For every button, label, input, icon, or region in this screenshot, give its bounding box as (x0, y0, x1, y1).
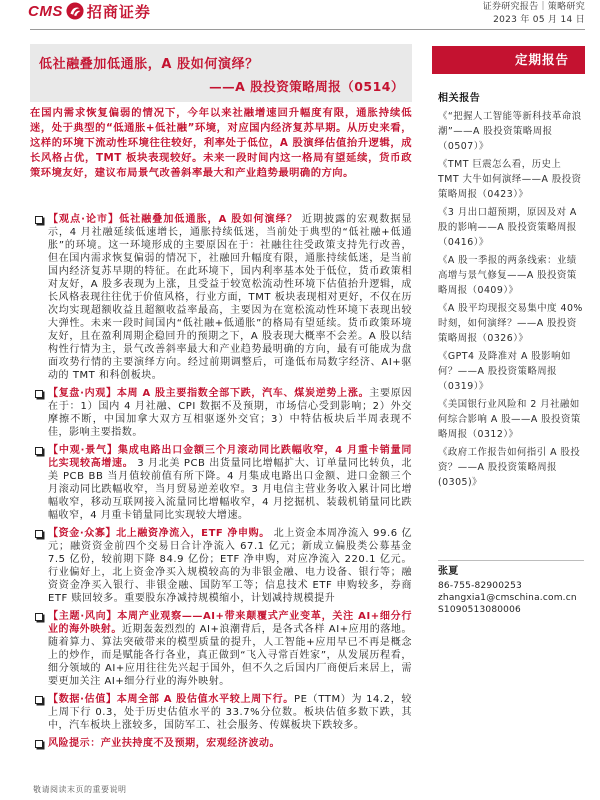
report-date: 2023 年 05 月 14 日 (493, 15, 585, 25)
square-bullet-icon (35, 740, 43, 748)
square-bullet-icon (35, 447, 43, 455)
risk-label: 风险提示： (48, 738, 101, 749)
section-body: 主要原因在于：1）国内 4 月社融、CPI 数据不及预期，市场信心受到影响；2）外交摩擦不断，中国加拿大双方互相驱逐外交官；3）中特估板块后半周表现不佳，影响主要指数。 (48, 388, 412, 438)
title-banner (30, 44, 412, 102)
related-reports (438, 89, 584, 493)
square-bullet-icon (35, 530, 43, 538)
section-review (30, 387, 412, 439)
analyst-name: 张夏 (438, 566, 459, 577)
section-heading: 【资金·众寡】北上融资净流入，ETF 净申购。 (48, 528, 270, 539)
summary-paragraph: 在国内需求恢复偏弱的情况下，今年以来社融增速回升幅度有限，通胀持续低迷，处于典型的“低通胀+低社融”环境，对应国内经济复苏早期。从历史来看，这样的环境下流动性环境往往较好，利率处于低位，A 股演绎估值抬升逻辑，成长风格占优，TMT 板块表现较好。未来一段时间内这一格局有望延续，货币政策环境友好，建议布局景气改善斜率最大和产业趋势最明确的方向。 (30, 107, 412, 179)
risk-warning (30, 737, 412, 750)
section-body: PE（TTM）为 14.2，较上周下行 0.3，处于历史估值水平的 33.7%分位数。板块估值多数下跌，其中，汽车板块上涨较多，国防军工、社会服务、传媒板块下跌较多。 (48, 694, 412, 731)
cms-emblem-icon (66, 2, 84, 20)
logo-latin-text: CMS (28, 2, 63, 20)
related-report-item: 《A 股平均现报交易集中度 40%时刻，如何演绎？——A 股投资策略周报（0326）》 (438, 303, 583, 344)
analyst-license: S1090513080006 (438, 605, 521, 615)
square-bullet-icon (35, 696, 43, 704)
section-body: 北上资金本周净流入 99.6 亿元；融资资金前四个交易日合计净流入 67.1 亿元；新成立偏股类公募基金 7.5 亿份，较前期下降 84.9 亿份；ETF 净申购，对应净流入 220.1 亿元。行业偏好上，北上资金净买入规模较高的为非银金融、电力设备、银行等；融资资金净买入银行、非银金融、国防军工等；信息技术 ETF 申购较多，券商 ETF 赎回较多。重要股东净减持规模缩小，计划减持规模提升 (48, 528, 412, 604)
section-viewpoint (30, 213, 412, 382)
section-heading: 【主题·风向】本周产业观察——AI+带来颠覆式产业变革，关注 AI+细分行业的海外映射。 (48, 611, 412, 635)
analyst-email: zhangxia1@cmschina.com.cn (438, 593, 577, 603)
section-valuation (30, 693, 412, 732)
section-heading: 【中观·景气】集成电路出口金额三个月滚动同比跌幅收窄，4 月重卡销量同比实现较高增速。 (48, 445, 412, 469)
header-divider (30, 29, 585, 30)
report-title: 低社融叠加低通胀，A 股如何演绎？ (39, 57, 259, 72)
related-reports-title: 相关报告 (438, 93, 481, 104)
analyst-phone: 86-755-82900253 (438, 581, 522, 591)
section-heading: 【复盘·内观】本周 A 股主要指数全部下跌，汽车、煤炭逆势上涨。 (48, 388, 370, 399)
footer-disclaimer: 敬请阅读末页的重要说明 (33, 785, 127, 794)
cms-logo (28, 0, 151, 22)
related-report-item: 《TMT 巨震怎么看，历史上 TMT 大牛如何演绎——A 股投资策略周报（0423）》 (438, 159, 582, 200)
section-body: 3 月北美 PCB 出货量同比增幅扩大、订单量同比转负，北美 PCB BB 当月值较前值有所下降。4 月集成电路出口金额、进口金额三个月滚动同比跌幅收窄，当月贸易逆差收窄。3 月电信主营业务收入累计同比增幅收窄，移动互联网接入流量同比增幅收窄，4 月挖掘机、装载机销量同比跌幅收窄，4 月重卡销量同比实现较大增速。 (48, 458, 412, 521)
section-funds (30, 527, 412, 605)
report-type-badge: 定期报告 (432, 46, 585, 74)
related-report-item: 《政府工作报告如何指引 A 股投资？——A 股投资策略周报(0305)》 (438, 447, 581, 488)
related-report-item: 《美国银行业风险和 2 月社融如何综合影响 A 股——A 股投资策略周报（0312）》 (438, 399, 581, 440)
key-points (30, 213, 412, 755)
report-meta (483, 1, 585, 27)
section-theme (30, 610, 412, 688)
related-report-item: 《GPT4 及降准对 A 股影响如何？——A 股投资策略周报（0319）》 (438, 351, 571, 392)
section-heading: 【数据·估值】本周全部 A 股估值水平较上周下行。 (48, 694, 295, 705)
analyst-contact (438, 560, 584, 616)
related-report-item: 《A 股一季报的两条线索：业绩高增与景气修复——A 股投资策略周报（0409）》 (438, 255, 577, 296)
related-report-item: 《3 月出口超预期，原因及对 A 股的影响——A 股投资策略周报（0416）》 (438, 207, 577, 248)
logo-chinese-text: 招商证券 (86, 2, 151, 21)
report-category: 证券研究报告｜策略研究 (482, 2, 585, 12)
related-report-item: 《“把握人工智能等新科技革命浪潮”——A 股投资策略周报（0507）》 (438, 111, 582, 152)
section-body: 近期轰轰烈烈的 AI+浪潮背后，是各式各样 AI+应用的落地。随着算力、算法突破带来的模型质量的提升，人工智能+应用早已不再是概念上的炒作，而是赋能各行各业，真正做到“飞入寻常百姓家”，从发展历程看，细分领域的 AI+应用往往先兴起于国外，但不久之后国内厂商便后来居上，需要更加关注 AI+细分行业的海外映射。 (48, 624, 412, 687)
section-industry (30, 444, 412, 522)
report-subtitle: ——A 股投资策略周报（0514） (209, 79, 404, 94)
section-body: 近期披露的宏观数据显示，4 月社融延续低速增长，通胀持续低迷，当前处于典型的“低社融+低通胀”的环境。这一环境形成的主要原因在于：社融往往受政策支持先行改善，但在国内需求恢复偏弱的情况下，社融回升幅度有限，通胀持续低迷，是当前国内经济复苏早期的特征。在此环境下，国内利率基本处于低位，货币政策相对友好，A 股多表现为上涨，且受益于较宽松流动性环境下估值抬升逻辑，成长风格表现往往优于价值风格，行业方面，TMT 板块表现相对更好，不仅在历次均实现超额收益且超额收益率最高，主要因为在宽松流动性环境下表现出较大弹性。未来一段时间国内“低社融+低通胀”的格局有望延续。货币政策环境友好，且在盈利周期企稳回升的预期之下，A 股表现大概率不会差。A 股以结构性行情为主，景气改善斜率最大和产业趋势最明确的方向，最有可能成为盘面攻势行情的主要演绎方向。经过前期调整后，可逢低布局数字经济、AI+驱动的 TMT 和科创板块。 (48, 214, 412, 381)
risk-text: 产业扶持度不及预期，宏观经济波动。 (100, 738, 281, 749)
square-bullet-icon (35, 613, 43, 621)
section-heading: 【观点·论市】低社融叠加低通胀，A 股如何演绎？ (48, 214, 298, 225)
square-bullet-icon (35, 390, 43, 398)
analyst-divider (438, 560, 584, 561)
square-bullet-icon (35, 216, 43, 224)
